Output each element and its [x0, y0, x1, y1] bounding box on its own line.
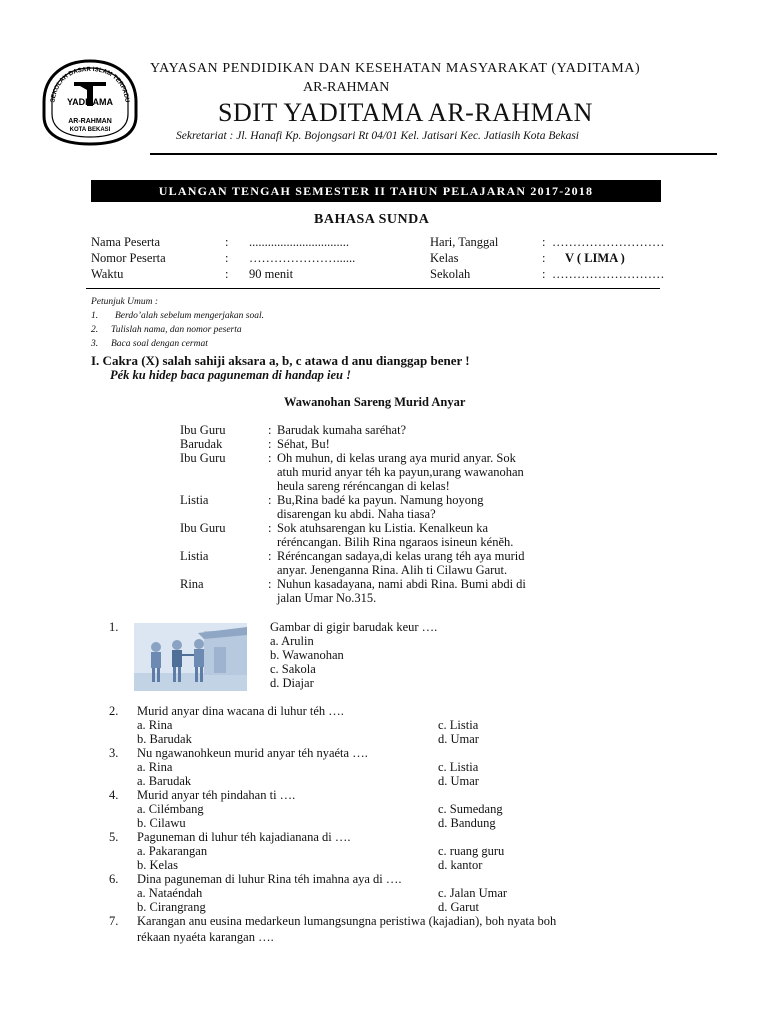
- option: d. Bandung: [438, 816, 496, 830]
- dialog-line: Sok atuhsarengan ku Listia. Kenalkeun ka réréncangan. Bilih Rina ngaraos isineun kéněh.: [277, 521, 514, 549]
- dialog-line: Nuhun kasadayana, nami abdi Rina. Bumi abdi di jalan Umar No.315.: [277, 577, 526, 605]
- info-value-date: ………………………: [552, 235, 665, 249]
- school-logo: [34, 56, 146, 149]
- option: a. Arulin: [270, 634, 314, 648]
- option: c. Listia: [438, 718, 479, 732]
- logo-name: YADITAMA: [66, 97, 114, 107]
- exam-banner: ULANGAN TENGAH SEMESTER II TAHUN PELAJARAN 2017-2018: [91, 180, 661, 202]
- option: c. Jalan Umar: [438, 886, 508, 900]
- dialog-speaker: Rina: [180, 577, 204, 591]
- dialog-line: Barudak kumaha saréhat?: [277, 423, 407, 437]
- logo-bottom2: KOTA BEKASI: [69, 127, 111, 133]
- question-text: Nu ngawanohkeun murid anyar téh nyaéta ….: [137, 746, 368, 760]
- option: a. Pakarangan: [137, 844, 208, 858]
- dialog-colon: :: [268, 451, 272, 465]
- info-colon: :: [225, 235, 229, 249]
- question-number: 6.: [109, 872, 119, 886]
- question-number: 4.: [109, 788, 119, 802]
- dialog-speaker: Barudak: [180, 437, 223, 451]
- info-label-date: Hari, Tanggal: [430, 235, 499, 249]
- info-colon: :: [225, 267, 229, 281]
- info-value-name: ................................: [249, 235, 349, 249]
- dialog-line: Séhat, Bu!: [277, 437, 330, 451]
- info-label-name: Nama Peserta: [91, 235, 161, 249]
- option: a. Barudak: [137, 774, 192, 788]
- option: d. Umar: [438, 774, 479, 788]
- question-number: 1.: [109, 620, 119, 634]
- dialog-colon: :: [268, 549, 272, 563]
- school-name: SDIT YADITAMA AR-RAHMAN: [218, 98, 593, 127]
- option: d. Garut: [438, 900, 479, 914]
- info-colon: :: [542, 251, 546, 265]
- question-number: 3.: [109, 746, 119, 760]
- dialog-speaker: Ibu Guru: [180, 451, 226, 465]
- option: a. Rina: [137, 760, 173, 774]
- option: b. Cilawu: [137, 816, 186, 830]
- dialog-colon: :: [268, 423, 272, 437]
- info-divider: [86, 288, 660, 289]
- info-value-time: 90 menit: [249, 267, 294, 281]
- question-number: 2.: [109, 704, 119, 718]
- option: a. Cilémbang: [137, 802, 204, 816]
- dialog-line: Oh muhun, di kelas urang aya murid anyar. Sok atuh murid anyar téh ka payun,urang wawanohan heula sareng réréncangan di kelas!: [277, 451, 524, 493]
- logo-ring-text: SEKOLAH DASAR ISLAM TERPADU: [49, 65, 131, 103]
- option: b. Wawanohan: [270, 648, 344, 662]
- section-heading: I. Cakra (X) salah sahiji aksara a, b, c atawa d anu dianggap bener !: [91, 353, 470, 368]
- instruction-text: Berdo’alah sebelum mengerjakan soal.: [115, 311, 264, 321]
- children-illustration: [134, 623, 247, 691]
- question-text: Dina paguneman di luhur Rina téh imahna aya di ….: [137, 872, 402, 886]
- info-label-class: Kelas: [430, 251, 459, 265]
- question-text: Murid anyar dina wacana di luhur téh ….: [137, 704, 344, 718]
- info-value-number: …………………......: [249, 251, 356, 265]
- school-address: Sekretariat : Jl. Hanafi Kp. Bojongsari Rt 04/01 Kel. Jatisari Kec. Jatiasih Kota Bekasi: [176, 130, 579, 142]
- instruction-num: 1.: [91, 311, 99, 321]
- subject-title: BAHASA SUNDA: [314, 212, 430, 227]
- option: c. Sakola: [270, 662, 316, 676]
- option: b. Barudak: [137, 732, 192, 746]
- question-text-continued: rékaan nyaéta karangan ….: [137, 930, 274, 944]
- info-colon: :: [542, 267, 546, 281]
- instructions-title: Petunjuk Umum :: [91, 297, 159, 307]
- option: a. Nataéndah: [137, 886, 203, 900]
- option: d. kantor: [438, 858, 483, 872]
- header-divider: [150, 153, 717, 155]
- option: c. Sumedang: [438, 802, 503, 816]
- dialog-colon: :: [268, 493, 272, 507]
- option: a. Rina: [137, 718, 173, 732]
- dialog-colon: :: [268, 577, 272, 591]
- info-value-school: ………………………: [552, 267, 665, 281]
- instruction-num: 2.: [91, 325, 99, 335]
- question-number: 5.: [109, 830, 119, 844]
- dialog-line: Bu,Rina badé ka payun. Namung hoyong disarengan ku abdi. Naha tiasa?: [277, 493, 484, 521]
- foundation-name: YAYASAN PENDIDIKAN DAN KESEHATAN MASYARAKAT (YADITAMA): [150, 61, 641, 76]
- question-number: 7.: [109, 914, 119, 928]
- question-text: Paguneman di luhur téh kajadianana di ….: [137, 830, 351, 844]
- instruction-text: Baca soal dengan cermat: [111, 339, 208, 349]
- info-label-number: Nomor Peserta: [91, 251, 166, 265]
- dialog-line: Réréncangan sadaya,di kelas urang téh aya murid anyar. Jenenganna Rina. Alih ti Cilawu Garut.: [277, 549, 525, 577]
- info-label-school: Sekolah: [430, 267, 471, 281]
- instruction-num: 3.: [91, 339, 99, 349]
- question-text: Gambar di gigir barudak keur ….: [270, 620, 438, 634]
- info-value-class: V ( LIMA ): [565, 251, 625, 265]
- info-label-time: Waktu: [91, 267, 124, 281]
- option: b. Kelas: [137, 858, 178, 872]
- option: d. Diajar: [270, 676, 314, 690]
- info-colon: :: [225, 251, 229, 265]
- question-text: Murid anyar téh pindahan ti ….: [137, 788, 296, 802]
- foundation-sub: AR-RAHMAN: [303, 80, 390, 95]
- option: c. Listia: [438, 760, 479, 774]
- logo-bottom1: AR-RAHMAN: [68, 118, 112, 125]
- section-subheading: Pék ku hidep baca paguneman di handap ieu !: [110, 368, 351, 382]
- question-text: Karangan anu eusina medarkeun lumangsungna peristiwa (kajadian), boh nyata boh: [137, 914, 557, 928]
- dialog-speaker: Ibu Guru: [180, 423, 226, 437]
- dialog-speaker: Ibu Guru: [180, 521, 226, 535]
- info-colon: :: [542, 235, 546, 249]
- option: c. ruang guru: [438, 844, 505, 858]
- dialog-speaker: Listia: [180, 493, 209, 507]
- instruction-text: Tulislah nama, dan nomor peserta: [111, 325, 242, 335]
- dialog-speaker: Listia: [180, 549, 209, 563]
- option: d. Umar: [438, 732, 479, 746]
- dialog-colon: :: [268, 437, 272, 451]
- option: b. Cirangrang: [137, 900, 206, 914]
- dialog-colon: :: [268, 521, 272, 535]
- dialog-title: Wawanohan Sareng Murid Anyar: [284, 395, 466, 409]
